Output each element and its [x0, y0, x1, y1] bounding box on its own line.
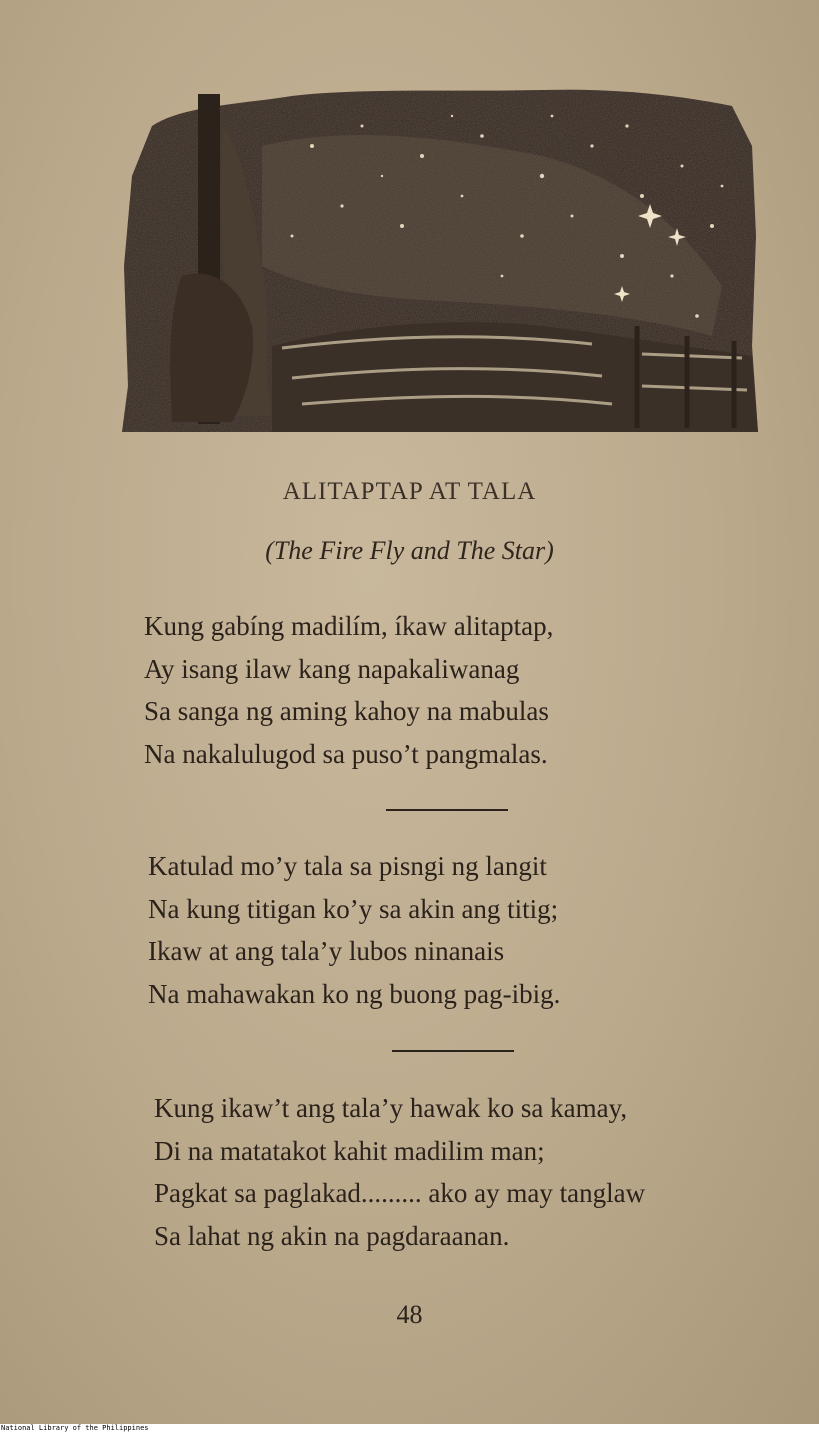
stanza-1: [144, 605, 553, 775]
verse-line: Ikaw at ang tala’y lubos ninanais: [148, 936, 505, 966]
page-number: 48: [396, 1300, 423, 1329]
verse-line: Katulad mo’y tala sa pisngi ng langit: [148, 851, 547, 881]
verse-line: Sa lahat ng akin na pagdaraanan.: [154, 1220, 510, 1251]
verse-line: Di na matatakot kahit madilim man;: [154, 1135, 545, 1166]
footer-bar: [0, 1424, 819, 1433]
stanza-divider: [392, 1050, 514, 1052]
stanza-3: [154, 1087, 645, 1257]
poem-title: ALITAPTAP AT TALA: [282, 478, 537, 505]
verse-line: Ay isang ilaw kang napakaliwanag: [144, 653, 520, 684]
poem-subtitle: (The Fire Fly and The Star): [265, 536, 554, 565]
verse-line: Na nakalulugod sa puso’t pangmalas.: [144, 738, 548, 769]
stanza-divider: [386, 809, 508, 811]
verse-line: Pagkat sa paglakad......... ako ay may tanglaw: [154, 1178, 646, 1208]
night-sky-woodcut-illustration: [122, 86, 758, 432]
verse-line: Na mahawakan ko ng buong pag-ibig.: [148, 978, 561, 1009]
verse-line: Na kung titigan ko’y sa akin ang titig;: [148, 893, 559, 924]
footer-credit: National Library of the Philippines: [1, 1424, 149, 1432]
verse-line: Sa sanga ng aming kahoy na mabulas: [144, 696, 549, 726]
verse-line: Kung gabíng madilím, íkaw alitaptap,: [144, 611, 554, 641]
stanza-2: [148, 845, 560, 1015]
verse-line: Kung ikaw’t ang tala’y hawak ko sa kamay,: [154, 1093, 628, 1123]
